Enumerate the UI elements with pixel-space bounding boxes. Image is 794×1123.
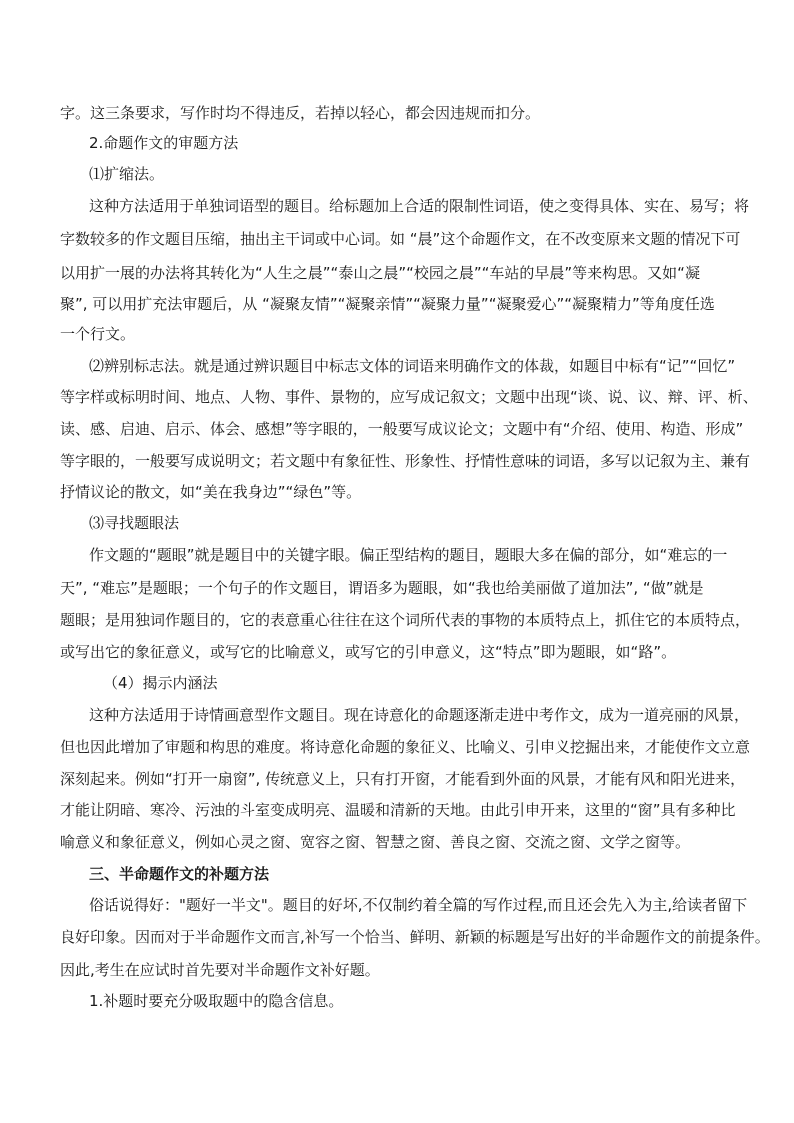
text-line: 作文题的“题眼”就是题目中的关键字眼。偏正型结构的题目，题眼大多在偏的部分，如“难忘的一 xyxy=(89,546,728,564)
text-line: 以用扩一展的办法将其转化为“人生之晨”“泰山之晨”“校园之晨”“车站的早晨”等来构思。又如“凝 xyxy=(60,264,700,282)
text-line: 良好印象。因而对于半命题作文而言,补写一个恰当、鲜明、新颖的标题是写出好的半命题作文的前提条件。 xyxy=(60,928,770,946)
text-line: 天”, “难忘”是题眼；一个句子的作文题目，谓语多为题眼，如“我也给美丽做了道加法”, “做”就是 xyxy=(60,579,704,597)
subsection-heading: （4）揭示内涵法 xyxy=(103,674,218,692)
text-line: 或写出它的象征意义，或写它的比喻意义，或写它的引申意义，这“特点”即为题眼，如“路”。 xyxy=(60,643,677,661)
subsection-heading: ⑶寻找题眼法 xyxy=(89,514,180,532)
text-line: ⑵辨别标志法。就是通过辨识题目中标志文体的词语来明确作文的体裁，如题目中标有“记”“回忆” xyxy=(89,357,736,375)
text-line: 才能让阴暗、寒冷、污浊的斗室变成明亮、温暖和清新的天地。由此引申开来，这里的“窗”具有多种比 xyxy=(60,801,736,819)
text-line: 一个行文。 xyxy=(60,325,136,343)
text-line: 抒情议论的散文，如“美在我身边”“绿色”等。 xyxy=(60,483,362,501)
text-line: 等字样或标明时间、地点、人物、事件、景物的，应写成记叙文；文题中出现“谈、说、议、辩、评、析、 xyxy=(60,388,758,406)
text-line: 喻意义和象征意义，例如心灵之窗、宽容之窗、智慧之窗、善良之窗、交流之窗、文学之窗等。 xyxy=(60,833,691,851)
section-heading-bold: 三、半命题作文的补题方法 xyxy=(89,865,270,883)
text-line: 字数较多的作文题目压缩，抽出主干词或中心词。如 “晨”这个命题作文，在不改变原来文题的情况下可 xyxy=(60,230,741,248)
text-line: 字。这三条要求，写作时均不得违反，若掉以轻心，都会因违规而扣分。 xyxy=(60,104,541,122)
text-line: 但也因此增加了审题和构思的难度。将诗意化命题的象征义、比喻义、引申义挖掘出来，才能使作文立意 xyxy=(60,738,751,756)
text-line: 这种方法适用于诗情画意型作文题目。现在诗意化的命题逐渐走进中考作文，成为一道亮丽的风景， xyxy=(89,706,750,724)
text-line: 聚”, 可以用扩充法审题后，从 “凝聚友情”“凝聚亲情”“凝聚力量”“凝聚爱心”“凝聚精力”等角度任选 xyxy=(60,295,715,313)
subsection-heading: ⑴扩缩法。 xyxy=(89,165,165,183)
subsection-heading: 1.补题时要充分吸取题中的隐含信息。 xyxy=(89,992,344,1010)
text-line: 这种方法适用于单独词语型的题目。给标题加上合适的限制性词语，使之变得具体、实在、易写；将 xyxy=(89,197,750,215)
text-line: 读、感、启迪、启示、体会、感想”等字眼的，一般要写成议论文；文题中有“介绍、使用、构造、形成” xyxy=(60,420,744,438)
section-heading: 2.命题作文的审题方法 xyxy=(89,134,239,152)
text-line: 因此,考生在应试时首先要对半命题作文补好题。 xyxy=(60,961,380,979)
text-line: 俗话说得好："题好一半文"。题目的好坏,不仅制约着全篇的写作过程,而且还会先入为主,给读者留下 xyxy=(89,896,748,914)
text-line: 题眼；是用独词作题目的，它的表意重心往往在这个词所代表的事物的本质特点上，抓住它的本质特点， xyxy=(60,611,751,629)
text-line: 深刻起来。例如“打开一扇窗”, 传统意义上，只有打开窗，才能看到外面的风景，才能有风和阳光进来， xyxy=(60,770,746,788)
text-line: 等字眼的，一般要写成说明文；若文题中有象征性、形象性、抒情性意味的词语，多写以记叙为主、兼有 xyxy=(60,452,751,470)
